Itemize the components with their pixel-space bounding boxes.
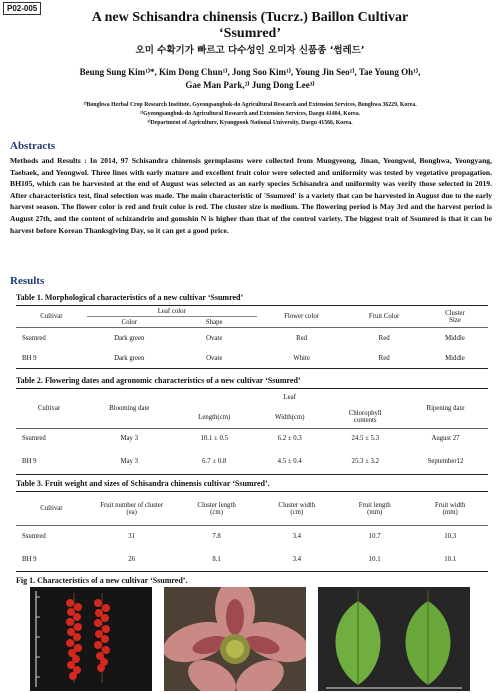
fruit-cluster-photo: [30, 587, 152, 691]
t3-header-cluster-width: Cluster width: [278, 501, 316, 509]
t2-header-chlorophyll: Chlorophyll: [348, 410, 382, 418]
t1-header-flower-color: Flower color: [257, 306, 347, 328]
poster-title: A new Schisandra chinensis (Tucrz.) Baillon Cultivar ‘Ssumred’: [91, 10, 409, 41]
abstract-text: Methods and Results : In 2014, 97 Schisandra chinensis germplasms were collected from Mungyeong, Jinan, Yeongwol, Bonghwa, Yeongyang, Taebaek, and Yeongwol. Three lines with early mature and excellent fruit color were selected and uniformity was tested by vegetative propagation. BH105, which can be harvested at the end of August was selected as an early species Schisandra and uniformity was verify those selected in 2019. After characteristics test, final selection was made. The main characteristic of 'Ssumred' is a variety that can be harvested in August due to the early harvest season. The flower color is red and fruit color is red. The cluster size is medium. The flowering period is May 3rd and the harvest period is August 27th, and the content of schizandrin and gomshin N is higher than that of the control variety. The biggest trait of Ssumred is that it can be harvest before Korean Thanksgiving Day, so it can get a good price.: [10, 156, 492, 235]
affiliation-3: ³⁾Department of Agriculture, Kyungpook National University, Daegu 41566, Korea.: [147, 120, 353, 126]
poster-code-badge: P02-005: [3, 2, 41, 15]
t1-header-cultivar: Cultivar: [16, 306, 87, 328]
figure-1-caption: Fig 1. Characteristics of a new cultivar ‘Ssumred’.: [16, 576, 188, 585]
table-row: Ssumred 31 7.8 3.4 10.7 10.3: [22, 533, 457, 541]
table-1-caption: Table 1. Morphological characteristics of a new cultivar ‘Ssumred’: [16, 293, 244, 302]
table-row: Ssumred Dark green Ovate Red Red Middle: [22, 335, 465, 343]
table-3: Cultivar Fruit number of cluster (ea) Cluster length (cm) Cluster width (cm) Fruit length (mm) Fruit width (mm) Ssumred 31 7.8 3.4 10.7 10.3 BH 9 26 8.1 3.4 10.1 10.1: [16, 491, 488, 572]
t2-header-leaf: Leaf: [283, 394, 296, 402]
t1-header-fruit-color: Fruit Color: [346, 306, 422, 328]
t3-header-fruit-number: Fruit number of cluster: [100, 501, 164, 509]
table-row: BH 9 May 3 6.7 ± 0.8 4.5 ± 0.4 25.3 ± 3.2 September12: [16, 449, 488, 475]
t2-header-contents: contents: [353, 417, 377, 425]
t1-header-cluster: Cluster: [445, 309, 465, 317]
korean-subtitle: 오미 수확기가 빠르고 다수성인 오미자 신품종 ‘썸레드’: [135, 45, 365, 56]
t3-header-cultivar: Cultivar: [40, 505, 63, 512]
t1-header-color: Color: [87, 317, 172, 328]
affiliations: [30, 101, 470, 128]
table-2: [16, 388, 488, 475]
affiliation-1: ¹⁾Bonghwa Herbal Crop Research Institute, Gyeongsangbuk-do Agricultural Research and Extension Services, Bonghwa 36229, Korea.: [83, 102, 417, 108]
t1-header-shape: Shape: [172, 317, 257, 328]
t3-header-cluster-length: Cluster length: [197, 501, 236, 509]
authors-line-1: Beung Sung Kim¹⁾*, Kim Dong Chun¹⁾, Jong Soo Kim¹⁾, Young Jin Seo¹⁾, Tae Young Oh¹⁾,: [79, 67, 421, 77]
author-list: [40, 66, 460, 91]
figure-1-photos: [30, 587, 470, 691]
t3-header-fruit-width: Fruit width: [435, 501, 466, 509]
table-row: BH 9 26 8.1 3.4 10.1 10.1: [16, 548, 488, 572]
t1-header-size: Size: [449, 316, 461, 324]
table-1: [16, 305, 488, 369]
t2-header-cultivar: Cultivar: [16, 389, 82, 429]
t2-header-ripening: Ripening date: [403, 389, 488, 429]
t1-header-leaf-color: Leaf color: [87, 306, 257, 317]
affiliation-2: ²⁾Gyeongsangbuk-do Agricultural Research and Extension Services, Daegu 41404, Korea.: [139, 111, 361, 117]
flower-photo: [164, 587, 306, 691]
leaves-photo: [318, 587, 470, 691]
abstract-heading: Abstracts: [10, 140, 56, 152]
table-row: BH 9 Dark green Ovate White Red Middle: [16, 350, 488, 369]
authors-line-2: Gae Man Park,²⁾ Jung Dong Lee³⁾: [185, 79, 315, 90]
t2-header-length: Length(cm): [176, 407, 252, 429]
t3-header-fruit-length: Fruit length: [358, 501, 391, 509]
table-2-caption: Table 2. Flowering dates and agronomic characteristics of a new cultivar ‘Ssumred’: [16, 376, 301, 385]
results-heading: Results: [10, 275, 45, 287]
t2-header-width: Width(cm): [252, 407, 328, 429]
table-3-caption: Table 3. Fruit weight and sizes of Schisandra chinensis cultivar ‘Ssumred’.: [16, 479, 270, 488]
table-row: Ssumred May 3 10.1 ± 0.5 6.2 ± 0.3 24.5 ± 5.3 August 27: [22, 435, 460, 443]
t2-header-blooming: Blooming date: [82, 389, 176, 429]
